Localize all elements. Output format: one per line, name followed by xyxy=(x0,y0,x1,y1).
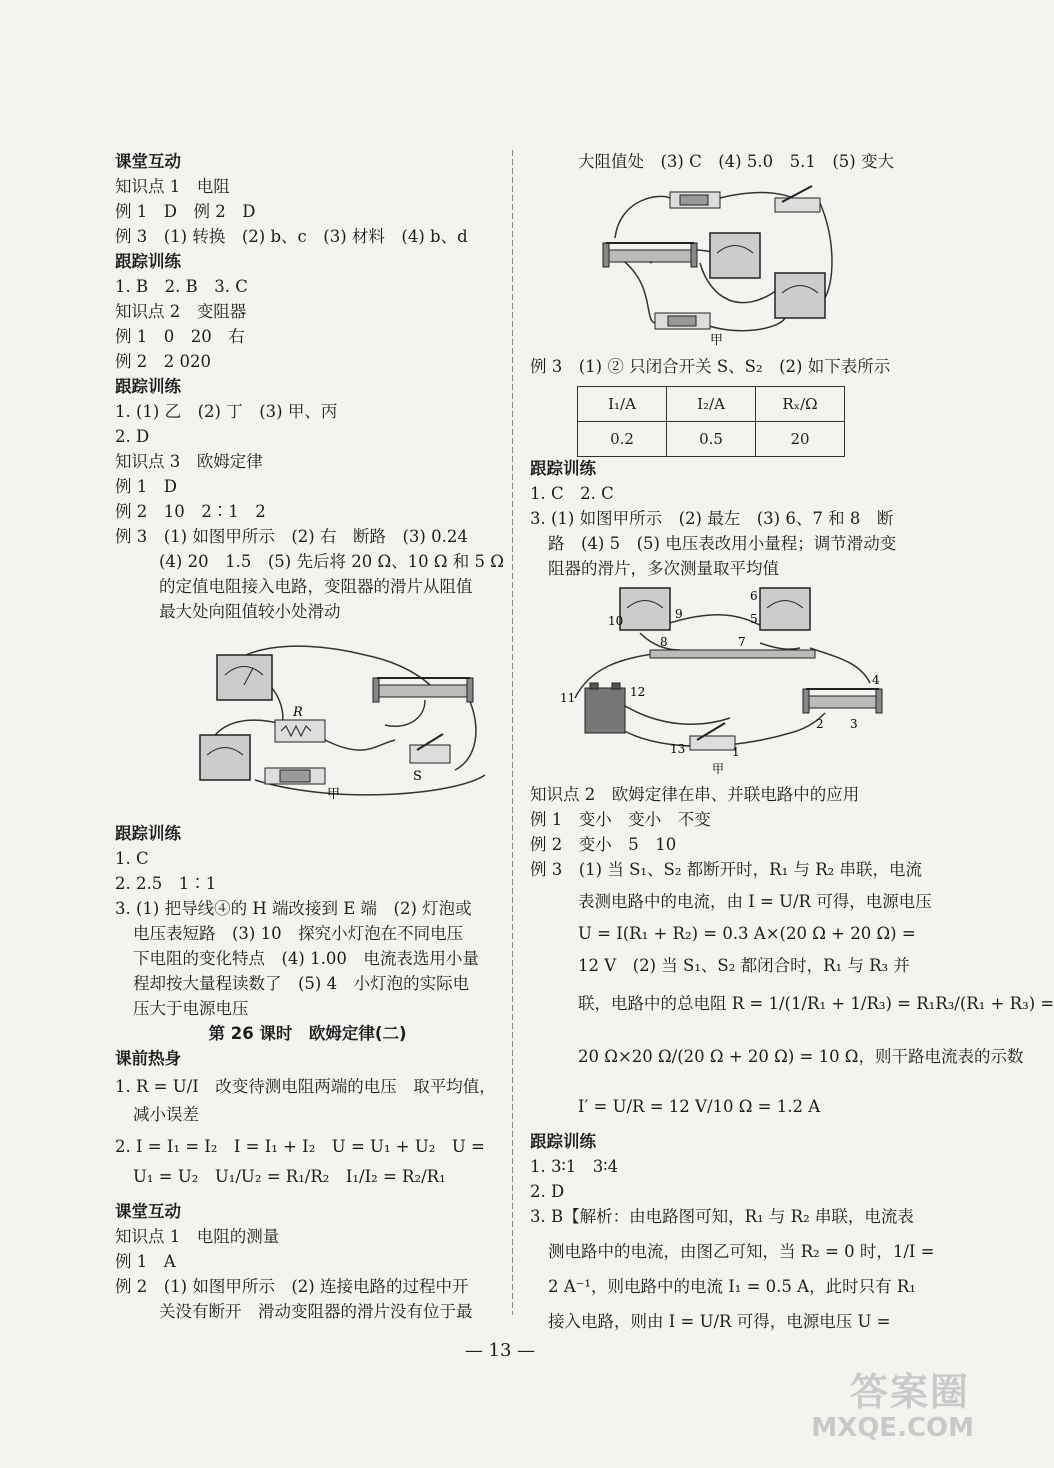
answer-line: 2 A⁻¹，则电路中的电流 I₁ = 0.5 A，此时只有 R₁ xyxy=(548,1277,916,1296)
svg-text:13: 13 xyxy=(670,742,686,756)
svg-text:8: 8 xyxy=(660,635,668,649)
answer-line: 例 3 (1) 转换 (2) b、c (3) 材料 (4) b、d xyxy=(115,227,468,246)
answer-line: 程却按大量程读数了 (5) 4 小灯泡的实际电 xyxy=(133,974,470,993)
heading-tracking: 跟踪训练 xyxy=(115,824,181,843)
answer-line: 例 1 D 例 2 D xyxy=(115,202,256,221)
answer-line: 1. 3∶1 3∶4 xyxy=(530,1157,619,1176)
column-divider xyxy=(512,150,513,1315)
svg-text:6: 6 xyxy=(750,589,758,603)
svg-text:7: 7 xyxy=(738,635,746,649)
svg-text:4: 4 xyxy=(872,673,880,687)
answer-line: 例 1 0 20 右 xyxy=(115,327,245,346)
answer-line: 测电路中的电流，由图乙可知，当 R₂ = 0 时，1/I = xyxy=(548,1242,935,1261)
table-header-cell: I₂/A xyxy=(667,387,756,422)
voltmeter-icon xyxy=(710,233,760,278)
answer-line: 的定值电阻接入电路，变阻器的滑片从阻值 xyxy=(159,577,473,596)
answer-line: 表测电路中的电流，由 I = U/R 可得，电源电压 xyxy=(578,892,932,911)
answer-line: 接入电路，则由 I = U/R 可得，电源电压 U = xyxy=(548,1312,891,1331)
ammeter-icon xyxy=(200,735,250,780)
heading-tracking: 跟踪训练 xyxy=(530,1132,596,1151)
answer-line: 例 1 A xyxy=(115,1252,176,1271)
switch-icon xyxy=(775,186,820,212)
battery-icon xyxy=(585,683,625,733)
answer-line: 最大处向阻值较小处滑动 xyxy=(159,602,341,621)
figure-caption: 甲 xyxy=(710,333,724,348)
resistor-wire-icon xyxy=(650,650,815,658)
voltmeter-icon xyxy=(217,655,272,700)
answer-line: 减小误差 xyxy=(133,1105,199,1124)
svg-text:11: 11 xyxy=(560,691,576,705)
battery-icon xyxy=(655,313,710,329)
svg-text:12: 12 xyxy=(630,685,646,699)
answer-line: U₁ = U₂ U₁/U₂ = R₁/R₂ I₁/I₂ = R₂/R₁ xyxy=(133,1167,446,1186)
page-number: — 13 — xyxy=(464,1340,536,1361)
answer-line: 阻器的滑片，多次测量取平均值 xyxy=(548,559,779,578)
answer-line: 2. I = I₁ = I₂ I = I₁ + I₂ U = U₁ + U₂ U = xyxy=(115,1137,485,1156)
figure-caption: 甲 xyxy=(712,762,725,776)
rheostat-icon xyxy=(373,678,473,702)
answer-line: 例 2 2 020 xyxy=(115,352,211,371)
answer-line: 3. (1) 如图甲所示 (2) 最左 (3) 6、7 和 8 断 xyxy=(530,509,894,528)
answer-line: 例 3 (1) ② 只闭合开关 S、S₂ (2) 如下表所示 xyxy=(530,357,891,376)
svg-text:3: 3 xyxy=(850,717,858,731)
svg-text:2: 2 xyxy=(816,717,824,731)
answer-line: 2. 2.5 1∶1 xyxy=(115,874,217,893)
answer-line: 电压表短路 (3) 10 探究小灯泡在不同电压 xyxy=(133,924,464,943)
answer-line: U = I(R₁ + R₂) = 0.3 A×(20 Ω + 20 Ω) = xyxy=(578,924,916,943)
answer-line: 1. (1) 乙 (2) 丁 (3) 甲、丙 xyxy=(115,402,338,421)
voltmeter-icon xyxy=(620,588,670,630)
answer-line: 例 3 (1) 如图甲所示 (2) 右 断路 (3) 0.24 xyxy=(115,527,468,546)
svg-text:10: 10 xyxy=(608,614,624,628)
circuit-diagram-1 xyxy=(195,630,495,800)
svg-text:9: 9 xyxy=(675,607,683,621)
table-cell: 20 xyxy=(756,422,845,457)
answer-line: 下电阻的变化特点 (4) 1.00 电流表选用小量 xyxy=(133,949,479,968)
knowledge-point-1: 知识点 1 电阻 xyxy=(115,177,230,196)
results-table xyxy=(577,386,845,457)
answer-line: 大阻值处 (3) C (4) 5.0 5.1 (5) 变大 xyxy=(578,152,894,171)
table-row xyxy=(578,422,845,457)
answer-line: 路 (4) 5 (5) 电压表改用小量程；调节滑动变 xyxy=(548,534,897,553)
answer-line: 12 V (2) 当 S₁、S₂ 都闭合时，R₁ 与 R₃ 并 xyxy=(578,956,910,975)
answer-line: 压大于电源电压 xyxy=(133,999,249,1018)
answer-line: 例 3 (1) 当 S₁、S₂ 都断开时，R₁ 与 R₂ 串联，电流 xyxy=(530,860,922,879)
heading-warmup: 课前热身 xyxy=(115,1049,181,1068)
switch-icon xyxy=(690,723,735,750)
ammeter-icon xyxy=(760,588,810,630)
resistor-icon xyxy=(670,192,720,208)
svg-text:1: 1 xyxy=(732,745,740,759)
resistor-icon xyxy=(275,720,325,742)
heading-tracking: 跟踪训练 xyxy=(115,252,181,271)
answer-line: 例 2 10 2∶1 2 xyxy=(115,502,266,521)
figure-caption: 甲 xyxy=(327,787,341,802)
answer-line: 例 1 D xyxy=(115,477,177,496)
label-s: S xyxy=(413,769,422,784)
answer-line: 1. C xyxy=(115,849,149,868)
switch-icon xyxy=(410,734,450,763)
answer-line: 2. D xyxy=(530,1182,565,1201)
knowledge-point-series: 知识点 2 欧姆定律在串、并联电路中的应用 xyxy=(530,785,860,804)
table-header-cell: Rₓ/Ω xyxy=(756,387,845,422)
ammeter-icon xyxy=(775,273,825,318)
rheostat-icon xyxy=(803,689,882,713)
table-header-cell: I₁/A xyxy=(578,387,667,422)
heading-tracking: 跟踪训练 xyxy=(530,459,596,478)
table-cell: 0.2 xyxy=(578,422,667,457)
answer-line: 关没有断开 滑动变阻器的滑片没有位于最 xyxy=(159,1302,473,1321)
table-header-row xyxy=(578,387,845,422)
heading-classroom: 课堂互动 xyxy=(115,1202,181,1221)
lesson-title: 第 26 课时 欧姆定律(二) xyxy=(208,1024,407,1043)
circuit-diagram-2 xyxy=(600,178,840,346)
knowledge-point-2: 知识点 2 变阻器 xyxy=(115,302,247,321)
knowledge-point-3: 知识点 3 欧姆定律 xyxy=(115,452,263,471)
answer-line: 3. B【解析：由电路图可知，R₁ 与 R₂ 串联，电流表 xyxy=(530,1207,914,1226)
answer-line: 例 1 变小 变小 不变 xyxy=(530,810,711,829)
answer-line: 2. D xyxy=(115,427,150,446)
answer-line: 例 2 (1) 如图甲所示 (2) 连接电路的过程中开 xyxy=(115,1277,469,1296)
answer-line: 例 2 变小 5 10 xyxy=(530,835,677,854)
watermark-text: 答案圈 xyxy=(849,1370,970,1414)
knowledge-point-measure: 知识点 1 电阻的测量 xyxy=(115,1227,280,1246)
table-cell: 0.5 xyxy=(667,422,756,457)
watermark-logo xyxy=(808,1353,978,1453)
answer-line: 1. C 2. C xyxy=(530,484,614,503)
heading-classroom: 课堂互动 xyxy=(115,152,181,171)
answer-line: 1. B 2. B 3. C xyxy=(115,277,248,296)
answer-line: 3. (1) 把导线④的 H 端改接到 E 端 (2) 灯泡或 xyxy=(115,899,472,918)
svg-text:5: 5 xyxy=(750,612,758,626)
answer-line: 联，电路中的总电阻 R = 1/(1/R₁ + 1/R₃) = R₁R₃/(R₁ + R₃) = xyxy=(578,994,1054,1013)
rheostat-icon xyxy=(603,243,697,267)
answer-line: 20 Ω×20 Ω/(20 Ω + 20 Ω) = 10 Ω，则干路电流表的示数 xyxy=(578,1047,1024,1066)
watermark-url: MXQE.COM xyxy=(811,1413,974,1443)
circuit-diagram-3 xyxy=(560,588,890,783)
answer-line: I′ = U/R = 12 V/10 Ω = 1.2 A xyxy=(578,1097,821,1116)
battery-icon xyxy=(265,768,325,784)
answer-line: (4) 20 1.5 (5) 先后将 20 Ω、10 Ω 和 5 Ω xyxy=(159,552,504,571)
label-r: R xyxy=(293,705,303,720)
answer-line: 1. R = U/I 改变待测电阻两端的电压 取平均值， xyxy=(115,1077,496,1096)
heading-tracking: 跟踪训练 xyxy=(115,377,181,396)
